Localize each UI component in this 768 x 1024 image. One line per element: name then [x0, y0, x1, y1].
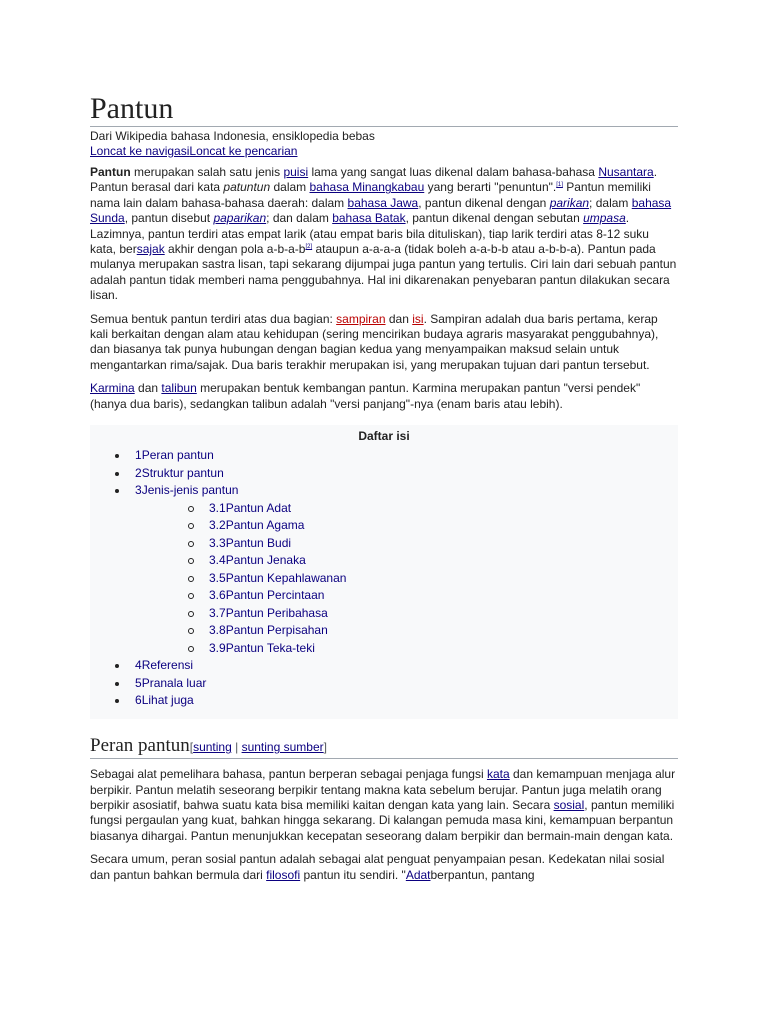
link-karmina[interactable]: Karmina	[90, 381, 135, 396]
text: ataupun a-a-a-a (tidak boleh a-a-b-b atau a-b-b-a). Pantun pada mulanya merupakan sastra lisan, tapi sekarang dijumpai juga pantun yang tertulis. Ciri lain dari sebuah pantun adalah pantun tidak memberi nama penggubahnya. Hal ini dikarenakan penyebaran pantun dilakukan secara lisan.	[90, 242, 677, 303]
toc-subitem[interactable]	[90, 517, 678, 535]
text: dan	[134, 381, 162, 396]
link-bahasa-minangkabau[interactable]: bahasa Minangkabau	[309, 180, 425, 195]
toc-subitem[interactable]	[90, 552, 678, 570]
text: pantun itu sendiri. "	[300, 867, 406, 882]
text: dan kemampuan menjaga alur berpikir. Pantun melatih seseorang berpikir tentang makna kata sebelum berujar. Pantun juga melatih orang berpikir asosiatif, bahwa suatu kata bisa memiliki kaitan dengan kata yang lain. Secara	[90, 767, 676, 812]
bullet-icon	[115, 489, 119, 493]
toc-link[interactable]	[209, 641, 315, 655]
link-sampiran[interactable]: sampiran	[336, 311, 386, 326]
toc-subitem[interactable]	[90, 605, 678, 623]
toc-number: 3.4	[209, 553, 226, 568]
section-heading-peran-pantun	[90, 735, 678, 759]
bullet-icon	[115, 472, 119, 476]
toc-link[interactable]	[135, 693, 194, 707]
page-title: Pantun	[90, 92, 678, 127]
toc-item[interactable]	[90, 465, 678, 483]
text: , pantun dikenal dengan	[418, 195, 550, 210]
text: , pantun disebut	[124, 211, 214, 226]
tagline: Dari Wikipedia bahasa Indonesia, ensiklopedia bebas	[90, 129, 375, 143]
toc-text: Referensi	[141, 658, 194, 673]
toc-list	[90, 447, 678, 710]
toc-link[interactable]	[209, 588, 324, 602]
link-nusantara[interactable]: Nusantara	[598, 165, 654, 179]
toc-item[interactable]	[90, 482, 678, 500]
toc-item[interactable]	[90, 657, 678, 675]
link-parikan[interactable]: parikan	[549, 195, 590, 210]
toc-number: 3.8	[209, 623, 226, 638]
toc-text: Pantun Agama	[225, 518, 305, 533]
toc-item[interactable]	[90, 692, 678, 710]
toc-subitem[interactable]	[90, 535, 678, 553]
text: , pantun dikenal dengan sebutan	[405, 211, 584, 226]
text: akhir dengan pola a-b-a-b	[164, 242, 306, 257]
toc-number: 2	[135, 465, 142, 480]
toc-link[interactable]	[209, 536, 291, 550]
toc-number: 3.6	[209, 588, 226, 603]
toc-number: 6	[135, 693, 142, 708]
toc-link[interactable]	[135, 466, 224, 480]
toc-text: Pantun Budi	[225, 535, 292, 550]
toc-number: 4	[135, 658, 142, 673]
toc-text: Pantun Adat	[225, 500, 292, 515]
circle-bullet-icon	[188, 646, 194, 652]
text: Sebagai alat pemelihara bahasa, pantun berperan sebagai penjaga fungsi	[90, 767, 487, 782]
toc-item[interactable]	[90, 675, 678, 693]
toc-text: Pantun Teka-teki	[225, 640, 315, 655]
text: merupakan salah satu jenis	[130, 165, 284, 179]
intro-paragraph-3	[90, 381, 678, 412]
jump-to-navigation-link[interactable]: Loncat ke navigasi	[90, 144, 190, 158]
text: dan	[385, 311, 413, 326]
link-paparikan[interactable]: paparikan	[213, 211, 267, 226]
circle-bullet-icon	[188, 576, 194, 582]
link-bahasa-batak[interactable]: bahasa Batak	[332, 211, 406, 226]
jump-to-search-link[interactable]: Loncat ke pencarian	[189, 144, 298, 158]
text: , pantun memiliki fungsi pergaulan yang kuat, bahkan hingga sekarang. Di kalangan pemuda masa kini, kemampuan berpantun biasanya dihargai. Pantun menunjukkan kecepatan seseorang dalam berpikir dan bermain-main dengan kata.	[90, 797, 675, 843]
bullet-icon	[115, 682, 119, 686]
text: lama yang sangat luas dikenal dalam bahasa-bahasa	[308, 165, 599, 179]
toc-text: Struktur pantun	[141, 465, 224, 480]
link-adat[interactable]: Adat	[405, 867, 431, 882]
toc-text: Pantun Kepahlawanan	[225, 570, 347, 585]
section-title: Peran pantun	[90, 735, 190, 757]
article	[90, 0, 678, 883]
toc-link[interactable]	[135, 658, 193, 672]
toc-number: 3.3	[209, 535, 226, 550]
toc-number: 3.7	[209, 605, 226, 620]
toc-subitem[interactable]	[90, 570, 678, 588]
edit-link[interactable]: sunting	[193, 740, 232, 755]
toc-item[interactable]	[90, 447, 678, 465]
table-of-contents	[90, 425, 678, 719]
bullet-icon	[115, 699, 119, 703]
toc-subitem[interactable]	[90, 587, 678, 605]
toc-link[interactable]	[135, 483, 238, 497]
link-bahasa-sunda[interactable]: bahasa Sunda	[90, 195, 672, 226]
bracket: ]	[323, 740, 327, 755]
toc-number: 3.5	[209, 570, 226, 585]
toc-subitem[interactable]	[90, 500, 678, 518]
jump-links	[90, 144, 678, 159]
text: berpantun, pantang	[430, 867, 535, 882]
link-kata[interactable]: kata	[486, 767, 510, 782]
toc-number: 5	[135, 675, 142, 690]
toc-title: Daftar isi	[358, 429, 410, 444]
edit-source-link[interactable]: sunting sumber	[241, 740, 324, 755]
text: . Sampiran adalah dua baris pertama, kerap kali berkaitan dengan alam atau kehidupan (sering mencirikan budaya agraris masyarakat penggubahnya), dan biasanya tak punya hubungan dengan bagian kedua yang menyampaikan maksud selain untuk mengantarkan rima/sajak. Dua baris terakhir merupakan isi, yang merupakan tujuan dari pantun tersebut.	[90, 311, 659, 372]
toc-link[interactable]	[209, 553, 306, 567]
bold-term: Pantun	[90, 165, 131, 179]
circle-bullet-icon	[188, 523, 194, 529]
toc-text: Pantun Jenaka	[225, 553, 306, 568]
reference-1[interactable]: [1]	[556, 182, 563, 189]
text: Pantun memiliki nama lain dalam bahasa-bahasa daerah: dalam	[90, 180, 651, 210]
text: merupakan bentuk kembangan pantun. Karmina merupakan pantun "versi pendek" (hanya dua baris), sedangkan talibun adalah "versi panjang"-nya (enam baris atau lebih).	[90, 381, 641, 411]
text: Secara umum, peran sosial pantun adalah sebagai alat penguat penyampaian pesan. Kedekatan nilai sosial dan pantun bahkan bermula dari	[90, 852, 665, 882]
bullet-icon	[115, 664, 119, 668]
toc-link[interactable]	[209, 571, 346, 585]
toc-link[interactable]	[135, 676, 206, 690]
toc-text: Pranala luar	[141, 675, 207, 690]
text: yang berarti "penuntun".	[424, 180, 557, 195]
link-umpasa[interactable]: umpasa	[583, 211, 626, 226]
toc-text: Peran pantun	[141, 448, 214, 463]
toc-link[interactable]	[209, 623, 328, 637]
text: . Lazimnya, pantun terdiri atas empat larik (atau empat baris bila dituliskan), tiap larik terdiri atas 8-12 suku kata, ber	[90, 211, 649, 257]
link-puisi[interactable]: puisi	[283, 165, 309, 179]
circle-bullet-icon	[188, 611, 194, 617]
toc-subitem[interactable]	[90, 640, 678, 658]
text: ; dalam	[589, 195, 632, 210]
separator: |	[231, 740, 242, 755]
toc-text: Pantun Peribahasa	[225, 605, 328, 620]
section-paragraph-1	[90, 767, 678, 844]
toc-link[interactable]	[135, 448, 214, 462]
toc-link[interactable]	[209, 501, 291, 515]
link-isi[interactable]: isi	[412, 311, 424, 326]
link-bahasa-jawa[interactable]: bahasa Jawa	[347, 195, 419, 210]
edit-section-links	[190, 740, 327, 754]
link-talibun[interactable]: talibun	[161, 381, 197, 396]
link-sosial[interactable]: sosial	[553, 797, 585, 812]
bracket: [	[189, 740, 194, 755]
toc-number: 3.1	[209, 500, 226, 515]
circle-bullet-icon	[188, 593, 194, 599]
bullet-icon	[115, 454, 119, 458]
intro-paragraph-1	[90, 165, 678, 304]
section-paragraph-2	[90, 852, 678, 883]
toc-link[interactable]	[209, 606, 328, 620]
toc-number: 3.9	[209, 640, 226, 655]
link-sajak[interactable]: sajak	[136, 242, 165, 257]
toc-number: 3.2	[209, 518, 226, 533]
toc-link[interactable]	[209, 518, 304, 532]
toc-subitem[interactable]	[90, 622, 678, 640]
circle-bullet-icon	[188, 558, 194, 564]
text: ; dan dalam	[266, 211, 333, 226]
reference-2[interactable]: [2]	[305, 244, 313, 251]
toc-text: Pantun Perpisahan	[225, 623, 328, 638]
text: dalam	[270, 180, 310, 195]
toc-text: Pantun Percintaan	[225, 588, 325, 603]
toc-number: 3	[135, 483, 142, 498]
italic-term: patuntun	[223, 180, 271, 195]
toc-text: Lihat juga	[141, 693, 194, 708]
toc-text: Jenis-jenis pantun	[141, 483, 239, 498]
link-filosofi[interactable]: filosofi	[266, 867, 301, 882]
circle-bullet-icon	[188, 541, 194, 547]
toc-number: 1	[135, 448, 142, 463]
circle-bullet-icon	[188, 628, 194, 634]
circle-bullet-icon	[188, 506, 194, 512]
intro-paragraph-2	[90, 312, 678, 374]
text: Semua bentuk pantun terdiri atas dua bagian:	[90, 311, 337, 326]
text: . Pantun berasal dari kata	[90, 165, 658, 195]
